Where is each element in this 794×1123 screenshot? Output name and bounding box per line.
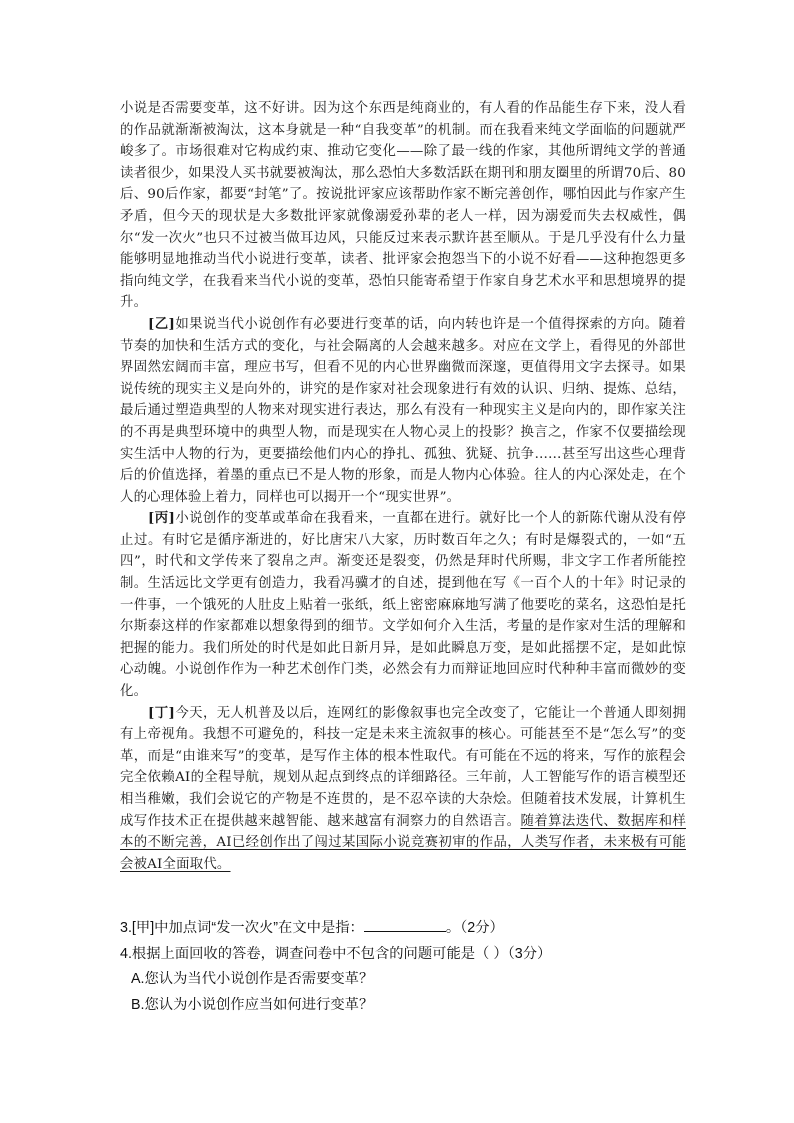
underlined-sentence: 随着算法迭代、数据库和样本的不断完善，AI已经创作出了闯过某国际小说竞赛初审的作品，人类写作者，未来极有可能会被AI全面取代。: [120, 813, 686, 872]
paragraph-text: 小说创作的变革或革命在我看来，一直都在进行。就好比一个人的新陈代谢从没有停止过。有时它是循序渐进的，好比唐宋八大家，历时数百年之久；有时是爆裂式的，一如“五四”，时代和文学传来了裂帛之声。渐变还是裂变，仍然是拜时代所赐，非文字工作者所能控制。生活远比文学更有创造力，我看冯骥才的自述，提到他在写《一百个人的十年》时记录的一件事，一个饿死的人肚皮上贴着一张纸，纸上密密麻麻地写满了他要吃的菜名，这恐怕是托尔斯泰这样的作家都难以想象得到的细节。文学如何介入生活，考量的是作家对生活的理解和把握的能力。我们所处的时代是如此日新月异，是如此瞬息万变，是如此摇摆不定，是如此惊心动魄。小说创作作为一种艺术创作门类，必然会有力而辩证地回应时代种种丰富而微妙的变化。: [120, 511, 686, 700]
paragraph-text: 如果说当代小说创作有必要进行变革的话，向内转也许是一个值得探索的方向。随着节奏的加快和生活方式的变化，与社会隔离的人会越来越多。对应在文学上，看得见的外部世界固然宏阔而丰富，理应书写，但看不见的内心世界幽微而深邃，更值得用文字去探寻。如果说传统的现实主义是向外的，讲究的是作家对社会现象进行有效的认识、归纳、提炼、总结，最后通过塑造典型的人物来对现实进行表达，那么有没有一种现实主义是向内的，即作家关注的不再是典型环境中的典型人物，而是现实在人物心灵上的投影？换言之，作家不仅要描绘现实生活中人物的行为，更要描绘他们内心的挣扎、孤独、犹疑、抗争……甚至写出这些心理背后的价值选择，着墨的重点已不是人物的形象，而是人物内心体验。往人的内心深处走，在个人的心理体验上着力，同样也可以揭开一个“现实世界”。: [120, 316, 686, 505]
question-section: [120, 916, 686, 1018]
option-a: A.您认为当代小说创作是否需要变革？: [131, 971, 374, 987]
passage-paragraph-bing: [120, 508, 686, 702]
paragraph-text: 今天，无人机普及以后，连网红的影像叙事也完全改变了，它能让一个普通人即刻拥有上帝视角。我想不可避免的，科技一定是未来主流叙事的核心。可能甚至不是“怎么写”的变革，而是“由谁来写”的变革，是写作主体的根本性取代。有可能在不远的将来，写作的旅程会完全依赖AI的全程导航，规划从起点到终点的详细路径。三年前，人工智能写作的语言模型还相当稚嫩，我们会说它的产物是不连贯的，是不忍卒读的大杂烩。但随着技术发展，计算机生成写作技术正在提供越来越智能、越来越富有洞察力的自然语言。: [120, 705, 686, 829]
paragraph-tag-ding: [丁]: [148, 704, 176, 721]
question-3: [120, 916, 686, 942]
reading-passage: [120, 98, 686, 875]
answer-blank[interactable]: [364, 917, 446, 932]
paragraph-text: 小说是否需要变革，这不好讲。因为这个东西是纯商业的，有人看的作品能生存下来，没人看的作品就渐渐被淘汰，这本身就是一种“自我变革”的机制。而在我看来纯文学面临的问题就严峻多了。市场很难对它构成约束、推动它变化——除了最一线的作家，其他所谓纯文学的普通读者很少，如果没人买书就要被淘汰，那么恐怕大多数活跃在期刊和朋友圈里的所谓70后、80后、90后作家，都要“封笔”了。按说批评家应该帮助作家不断完善创作，哪怕因此与作家产生矛盾，但今天的现状是大多数批评家就像溺爱孙辈的老人一样，因为溺爱而失去权威性，偶尔“发一次火”也只不过被当做耳边风，只能反过来表示默许甚至顺从。于是几乎没有什么力量能够明显地推动当代小说进行变革，读者、批评家会抱怨当下的小说不好看——这种抱怨更多指向纯文学，在我看来当代小说的变革，恐怕只能寄希望于作家自身艺术水平和思想境界的提升。: [120, 101, 686, 311]
question-3-suffix: 。（2分）: [445, 920, 504, 936]
question-3-prefix: 3.[甲]中加点词“发一次火”在文中是指：: [120, 920, 364, 936]
option-b: B.您认为小说创作应当如何进行变革？: [131, 996, 374, 1013]
paragraph-tag-yi: [乙]: [148, 315, 176, 332]
paragraph-tag-bing: [丙]: [148, 510, 176, 527]
passage-paragraph-ding: [120, 703, 686, 876]
question-4: 4.根据上面回收的答卷，调查问卷中不包含的问题可能是（ ）（3分）: [120, 945, 552, 962]
passage-paragraph-jia: [120, 98, 686, 314]
passage-paragraph-yi: [120, 314, 686, 508]
